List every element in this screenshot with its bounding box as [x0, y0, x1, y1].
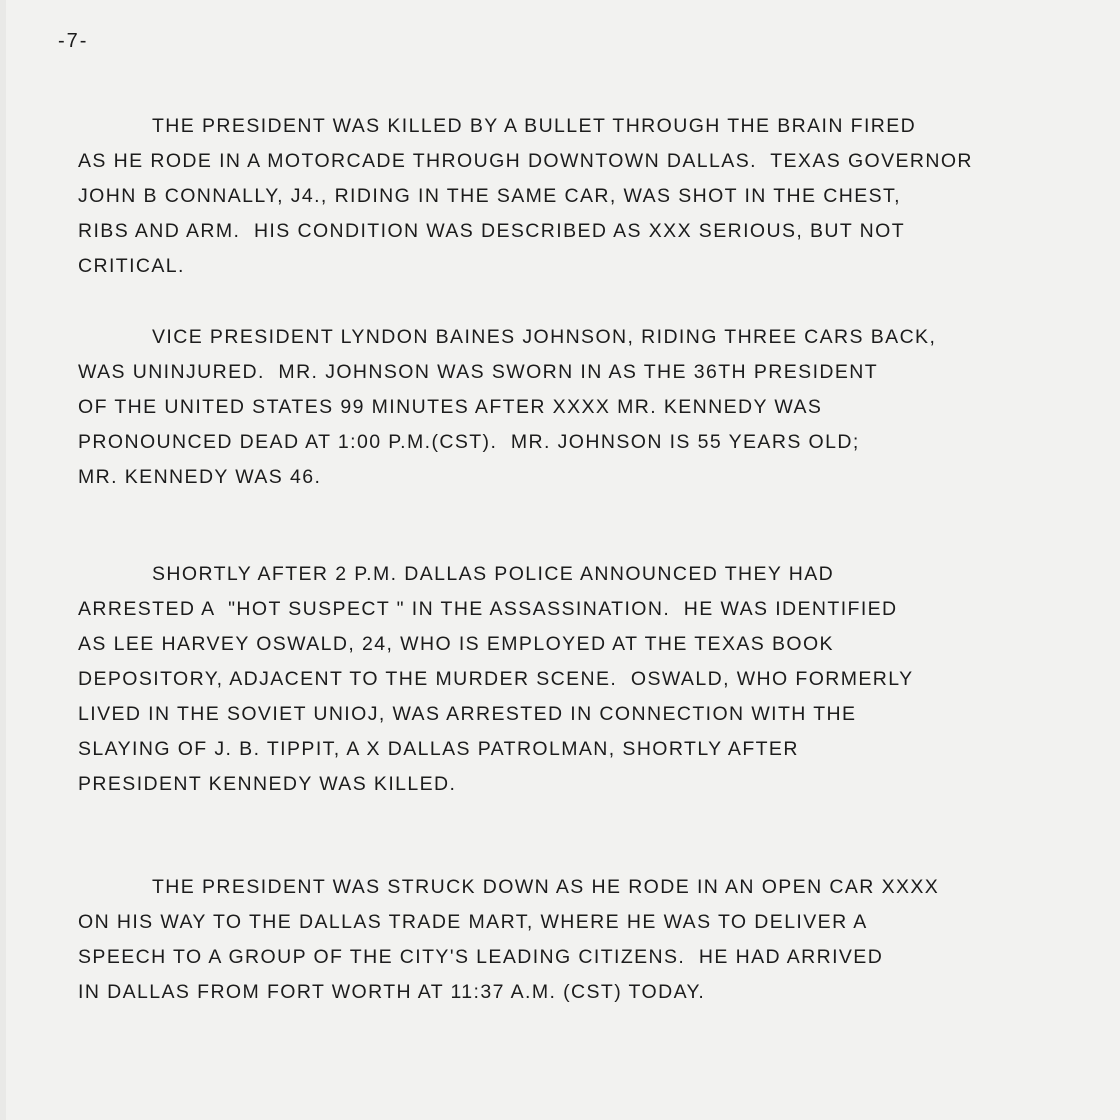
text-line: ON HIS WAY TO THE DALLAS TRADE MART, WHERE HE WAS TO DELIVER A	[78, 911, 868, 933]
text-line: LIVED IN THE SOVIET UNIOJ, WAS ARRESTED IN CONNECTION WITH THE	[78, 703, 857, 725]
text-line: CRITICAL.	[78, 255, 185, 277]
text-line: SHORTLY AFTER 2 P.M. DALLAS POLICE ANNOUNCED THEY HAD	[152, 563, 835, 585]
text-line: AS HE RODE IN A MOTORCADE THROUGH DOWNTOWN DALLAS. TEXAS GOVERNOR	[78, 150, 973, 172]
text-line: AS LEE HARVEY OSWALD, 24, WHO IS EMPLOYED AT THE TEXAS BOOK	[78, 633, 834, 655]
text-line: JOHN B CONNALLY, J4., RIDING IN THE SAME CAR, WAS SHOT IN THE CHEST,	[78, 185, 901, 207]
text-line: SLAYING OF J. B. TIPPIT, A X DALLAS PATROLMAN, SHORTLY AFTER	[78, 738, 799, 760]
text-line: PRONOUNCED DEAD AT 1:00 P.M.(CST). MR. JOHNSON IS 55 YEARS OLD;	[78, 431, 860, 453]
text-line: RIBS AND ARM. HIS CONDITION WAS DESCRIBED AS XXX SERIOUS, BUT NOT	[78, 220, 906, 242]
text-line: PRESIDENT KENNEDY WAS KILLED.	[78, 773, 457, 795]
paragraph-open-car	[78, 870, 1068, 1010]
text-line: SPEECH TO A GROUP OF THE CITY'S LEADING CITIZENS. HE HAD ARRIVED	[78, 946, 884, 968]
paragraph-johnson-sworn-in	[78, 320, 1068, 495]
text-line: IN DALLAS FROM FORT WORTH AT 11:37 A.M. (CST) TODAY.	[78, 981, 706, 1003]
text-line: MR. KENNEDY WAS 46.	[78, 466, 322, 488]
paragraph-suspect-arrested	[78, 557, 1068, 802]
text-line: THE PRESIDENT WAS KILLED BY A BULLET THROUGH THE BRAIN FIRED	[152, 115, 917, 137]
page-number: -7-	[58, 30, 89, 52]
text-line: OF THE UNITED STATES 99 MINUTES AFTER XXXX MR. KENNEDY WAS	[78, 396, 823, 418]
text-line: DEPOSITORY, ADJACENT TO THE MURDER SCENE. OSWALD, WHO FORMERLY	[78, 668, 914, 690]
text-line: WAS UNINJURED. MR. JOHNSON WAS SWORN IN AS THE 36TH PRESIDENT	[78, 361, 879, 383]
text-line: VICE PRESIDENT LYNDON BAINES JOHNSON, RIDING THREE CARS BACK,	[152, 326, 937, 348]
paragraph-president-killed	[78, 109, 1068, 284]
text-line: ARRESTED A "HOT SUSPECT " IN THE ASSASSINATION. HE WAS IDENTIFIED	[78, 598, 898, 620]
text-line: THE PRESIDENT WAS STRUCK DOWN AS HE RODE IN AN OPEN CAR XXXX	[152, 876, 940, 898]
